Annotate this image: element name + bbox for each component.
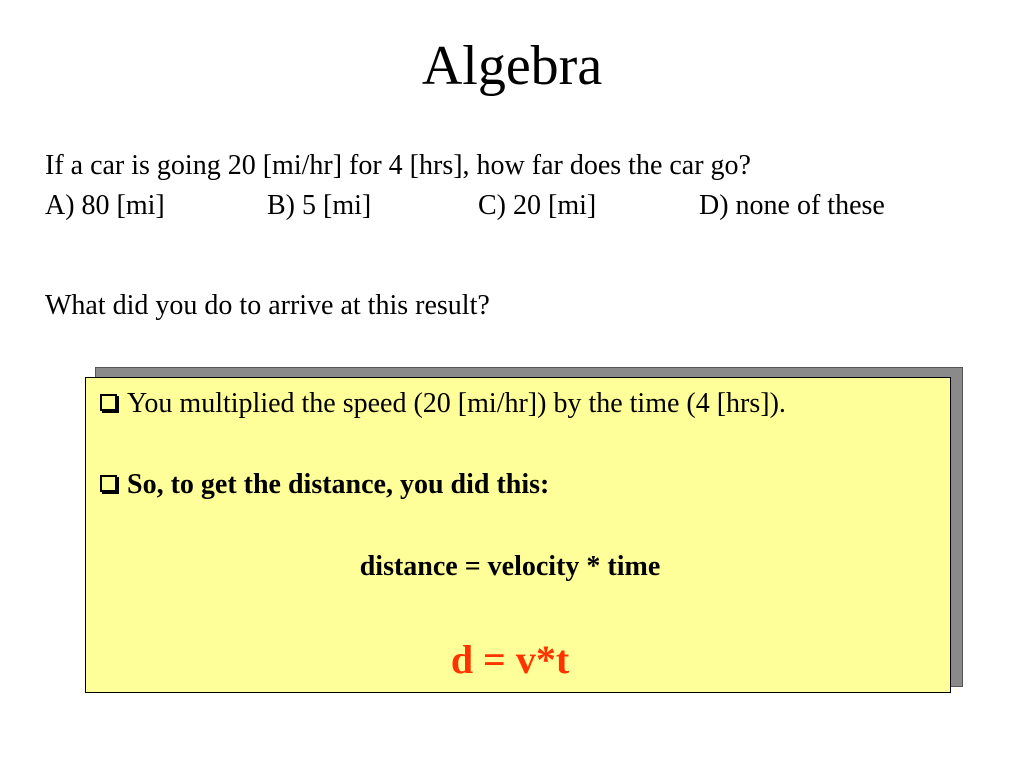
bullet-item-2 xyxy=(100,465,549,505)
question-text: If a car is going 20 [mi/hr] for 4 [hrs], how far does the car go? xyxy=(45,150,751,181)
answer-option-d: D) none of these xyxy=(699,190,885,221)
explanation-box xyxy=(85,377,951,693)
checkbox-bullet-icon xyxy=(100,475,117,492)
equation-text: d = v*t xyxy=(450,637,570,682)
bullet-text-2: So, to get the distance, you did this: xyxy=(127,469,550,500)
checkbox-bullet-icon xyxy=(100,394,117,411)
slide-title: Algebra xyxy=(421,35,603,97)
answer-option-c: C) 20 [mi] xyxy=(478,190,597,221)
formula-text: distance = velocity * time xyxy=(359,551,661,582)
answer-option-a: A) 80 [mi] xyxy=(45,190,165,221)
reflection-prompt: What did you do to arrive at this result? xyxy=(45,290,490,321)
answer-option-b: B) 5 [mi] xyxy=(267,190,372,221)
bullet-item-1 xyxy=(100,384,786,424)
bullet-text-1: You multiplied the speed (20 [mi/hr]) by the time (4 [hrs]). xyxy=(127,388,786,419)
